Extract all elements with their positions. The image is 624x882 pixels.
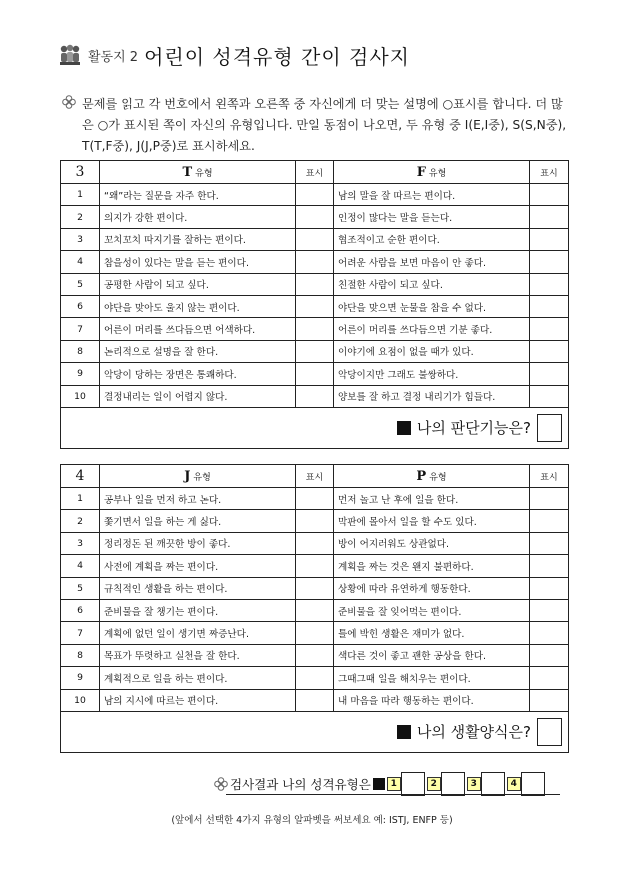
left-type-header — [100, 465, 296, 488]
left-mark-cell[interactable] — [296, 689, 334, 711]
table-row — [61, 340, 569, 362]
right-mark-cell[interactable] — [530, 295, 569, 317]
left-statement: 논리적으로 설명을 잘 한다. — [100, 340, 296, 362]
row-number: 8 — [61, 340, 100, 362]
left-mark-cell[interactable] — [296, 363, 334, 385]
row-number: 10 — [61, 689, 100, 711]
right-statement: 그때그때 일을 해치우는 편이다. — [334, 667, 530, 689]
table-header-row — [61, 161, 569, 184]
black-square-icon — [397, 421, 411, 435]
left-statement: 목표가 뚜렷하고 실천을 잘 한다. — [100, 644, 296, 666]
left-type-word: 유형 — [195, 168, 213, 179]
table-row — [61, 555, 569, 577]
summary-label: 검사결과 나의 성격유형은 — [230, 777, 371, 792]
left-type-letter: T — [182, 164, 193, 180]
right-statement: 인정이 많다는 말을 듣는다. — [334, 206, 530, 228]
black-square-icon — [397, 725, 411, 739]
left-statement: “왜”라는 질문을 자주 한다. — [100, 184, 296, 206]
right-mark-cell[interactable] — [530, 340, 569, 362]
right-type-header — [334, 161, 530, 184]
left-mark-cell[interactable] — [296, 184, 334, 206]
row-number: 5 — [61, 577, 100, 599]
right-statement: 방이 어지러워도 상관없다. — [334, 532, 530, 554]
right-statement: 어려운 사람을 보면 마음이 안 좋다. — [334, 251, 530, 273]
row-number: 1 — [61, 488, 100, 510]
right-mark-header: 표시 — [530, 161, 569, 184]
table-row — [61, 251, 569, 273]
left-statement: 준비물을 잘 챙기는 편이다. — [100, 599, 296, 621]
left-mark-cell[interactable] — [296, 667, 334, 689]
right-statement: 어른이 머리를 쓰다듬으면 기분 좋다. — [334, 318, 530, 340]
table-row — [61, 295, 569, 317]
table-row — [61, 273, 569, 295]
row-number: 1 — [61, 184, 100, 206]
section-number: 4 — [61, 465, 100, 488]
instructions — [62, 94, 572, 157]
right-mark-cell[interactable] — [530, 689, 569, 711]
row-number: 10 — [61, 385, 100, 407]
instructions-text: 문제를 읽고 각 번호에서 왼쪽과 오른쪽 중 자신에게 더 맞는 설명에 ○표시를 합니다. 더 많은 ○가 표시된 쪽이 자신의 유형입니다. 만일 동점이 나오면, 두 유형 중 I(E,I중), S(S,N중), T(T,F중), J(J,P중)로 표시하세요. — [82, 97, 567, 153]
left-mark-cell[interactable] — [296, 532, 334, 554]
row-number: 3 — [61, 532, 100, 554]
table-row — [61, 385, 569, 407]
row-number: 5 — [61, 273, 100, 295]
left-statement: 의지가 강한 편이다. — [100, 206, 296, 228]
right-mark-cell[interactable] — [530, 532, 569, 554]
right-mark-cell[interactable] — [530, 555, 569, 577]
left-mark-cell[interactable] — [296, 228, 334, 250]
left-statement: 정리정돈 된 깨끗한 방이 좋다. — [100, 532, 296, 554]
right-type-word: 유형 — [428, 168, 447, 179]
right-statement: 먼저 놀고 난 후에 일을 한다. — [334, 488, 530, 510]
type-answer-box-2[interactable] — [441, 772, 465, 796]
table-row — [61, 532, 569, 554]
table-row — [61, 363, 569, 385]
right-statement: 친절한 사람이 되고 싶다. — [334, 273, 530, 295]
result-row — [61, 407, 569, 448]
result-row — [61, 711, 569, 752]
left-mark-cell[interactable] — [296, 340, 334, 362]
left-statement: 사전에 계획을 짜는 편이다. — [100, 555, 296, 577]
section-3-table — [60, 160, 569, 449]
right-mark-cell[interactable] — [530, 385, 569, 407]
table-row — [61, 599, 569, 621]
right-mark-cell[interactable] — [530, 363, 569, 385]
right-statement: 협조적이고 순한 편이다. — [334, 228, 530, 250]
left-mark-cell[interactable] — [296, 488, 334, 510]
black-square-icon — [373, 778, 385, 790]
row-number: 9 — [61, 363, 100, 385]
table-row — [61, 184, 569, 206]
left-mark-cell[interactable] — [296, 251, 334, 273]
right-statement: 내 마음을 따라 행동하는 편이다. — [334, 689, 530, 711]
row-number: 9 — [61, 667, 100, 689]
left-statement: 악당이 당하는 장면은 통쾌하다. — [100, 363, 296, 385]
table-row — [61, 622, 569, 644]
table-row — [61, 667, 569, 689]
result-cell — [61, 711, 569, 752]
type-answer-box-3[interactable] — [481, 772, 505, 796]
left-mark-cell[interactable] — [296, 206, 334, 228]
right-statement: 악당이지만 그래도 불쌍하다. — [334, 363, 530, 385]
row-number: 6 — [61, 599, 100, 621]
row-number: 7 — [61, 318, 100, 340]
flower-icon — [214, 777, 228, 791]
right-type-letter: F — [416, 164, 426, 180]
right-mark-cell[interactable] — [530, 644, 569, 666]
result-label: 나의 생활양식은? — [416, 723, 531, 742]
right-mark-cell[interactable] — [530, 510, 569, 532]
left-mark-header: 표시 — [296, 161, 334, 184]
table-row — [61, 644, 569, 666]
type-number-1: 1 — [387, 777, 401, 791]
right-statement: 양보를 잘 하고 결정 내리기가 힘들다. — [334, 385, 530, 407]
left-type-letter: J — [184, 468, 191, 484]
table-row — [61, 228, 569, 250]
left-mark-cell[interactable] — [296, 577, 334, 599]
summary-underline — [226, 794, 560, 795]
left-mark-cell[interactable] — [296, 622, 334, 644]
left-statement: 쫓기면서 일을 하는 게 싫다. — [100, 510, 296, 532]
row-number: 3 — [61, 228, 100, 250]
right-mark-header: 표시 — [530, 465, 569, 488]
left-type-word: 유형 — [193, 472, 211, 483]
left-mark-cell[interactable] — [296, 510, 334, 532]
right-mark-cell[interactable] — [530, 228, 569, 250]
right-mark-cell[interactable] — [530, 318, 569, 340]
right-mark-cell[interactable] — [530, 488, 569, 510]
row-number: 4 — [61, 555, 100, 577]
type-answer-box-4[interactable] — [521, 772, 545, 796]
table-row — [61, 510, 569, 532]
left-statement: 계획적으로 일을 하는 편이다. — [100, 667, 296, 689]
table-row — [61, 318, 569, 340]
right-statement: 준비물을 잘 잊어먹는 편이다. — [334, 599, 530, 621]
right-mark-cell[interactable] — [530, 251, 569, 273]
type-number-3: 3 — [467, 777, 481, 791]
footnote: (앞에서 선택한 4가지 유형의 알파벳을 써보세요 예: ISTJ, ENFP 등) — [171, 815, 453, 826]
right-statement: 상황에 따라 유연하게 행동한다. — [334, 577, 530, 599]
table-row — [61, 577, 569, 599]
left-statement: 공부나 일을 먼저 하고 논다. — [100, 488, 296, 510]
right-mark-cell[interactable] — [530, 206, 569, 228]
left-statement: 꼬치꼬치 따지기를 잘하는 편이다. — [100, 228, 296, 250]
left-statement: 어른이 머리를 쓰다듬으면 어색하다. — [100, 318, 296, 340]
right-mark-cell[interactable] — [530, 184, 569, 206]
page-header — [58, 38, 410, 72]
section-number: 3 — [61, 161, 100, 184]
right-mark-cell[interactable] — [530, 599, 569, 621]
page-title: 어린이 성격유형 간이 검사지 — [144, 44, 410, 69]
flower-icon — [62, 95, 76, 109]
right-mark-cell[interactable] — [530, 622, 569, 644]
table-row — [61, 206, 569, 228]
left-mark-cell[interactable] — [296, 555, 334, 577]
left-statement: 참을성이 있다는 말을 듣는 편이다. — [100, 251, 296, 273]
section-4-table — [60, 464, 569, 753]
left-mark-cell[interactable] — [296, 318, 334, 340]
left-statement: 남의 지시에 따르는 편이다. — [100, 689, 296, 711]
result-cell — [61, 407, 569, 448]
right-statement: 계획을 짜는 것은 왠지 불편하다. — [334, 555, 530, 577]
children-icon — [58, 43, 82, 67]
right-type-letter: P — [416, 468, 427, 484]
table-header-row — [61, 465, 569, 488]
right-statement: 색다른 것이 좋고 괜한 공상을 한다. — [334, 644, 530, 666]
right-statement: 이야기에 요점이 없을 때가 있다. — [334, 340, 530, 362]
row-number: 2 — [61, 206, 100, 228]
right-statement: 남의 말을 잘 따르는 편이다. — [334, 184, 530, 206]
left-mark-cell[interactable] — [296, 599, 334, 621]
left-mark-cell[interactable] — [296, 385, 334, 407]
right-statement: 막판에 몰아서 일을 할 수도 있다. — [334, 510, 530, 532]
row-number: 2 — [61, 510, 100, 532]
left-statement: 공평한 사람이 되고 싶다. — [100, 273, 296, 295]
left-statement: 계획에 없던 일이 생기면 짜증난다. — [100, 622, 296, 644]
right-mark-cell[interactable] — [530, 577, 569, 599]
result-answer-box[interactable] — [537, 414, 562, 442]
table-row — [61, 488, 569, 510]
result-label: 나의 판단기능은? — [416, 419, 531, 438]
left-statement: 규칙적인 생활을 하는 편이다. — [100, 577, 296, 599]
row-number: 4 — [61, 251, 100, 273]
right-statement: 틀에 박힌 생활은 재미가 없다. — [334, 622, 530, 644]
right-type-word: 유형 — [429, 472, 447, 483]
right-mark-cell[interactable] — [530, 667, 569, 689]
left-type-header — [100, 161, 296, 184]
type-answer-box-1[interactable] — [401, 772, 425, 796]
right-statement: 야단을 맞으면 눈물을 참을 수 없다. — [334, 295, 530, 317]
row-number: 8 — [61, 644, 100, 666]
left-statement: 야단을 맞아도 울지 않는 편이다. — [100, 295, 296, 317]
result-answer-box[interactable] — [537, 718, 562, 746]
result-summary — [214, 773, 547, 795]
left-mark-cell[interactable] — [296, 295, 334, 317]
table-row — [61, 689, 569, 711]
left-mark-header: 표시 — [296, 465, 334, 488]
left-mark-cell[interactable] — [296, 644, 334, 666]
row-number: 6 — [61, 295, 100, 317]
row-number: 7 — [61, 622, 100, 644]
left-statement: 결정내리는 일이 어렵지 않다. — [100, 385, 296, 407]
type-number-2: 2 — [427, 777, 441, 791]
right-mark-cell[interactable] — [530, 273, 569, 295]
type-number-4: 4 — [507, 777, 521, 791]
left-mark-cell[interactable] — [296, 273, 334, 295]
right-type-header — [334, 465, 530, 488]
activity-label: 활동지 2 — [88, 49, 139, 65]
